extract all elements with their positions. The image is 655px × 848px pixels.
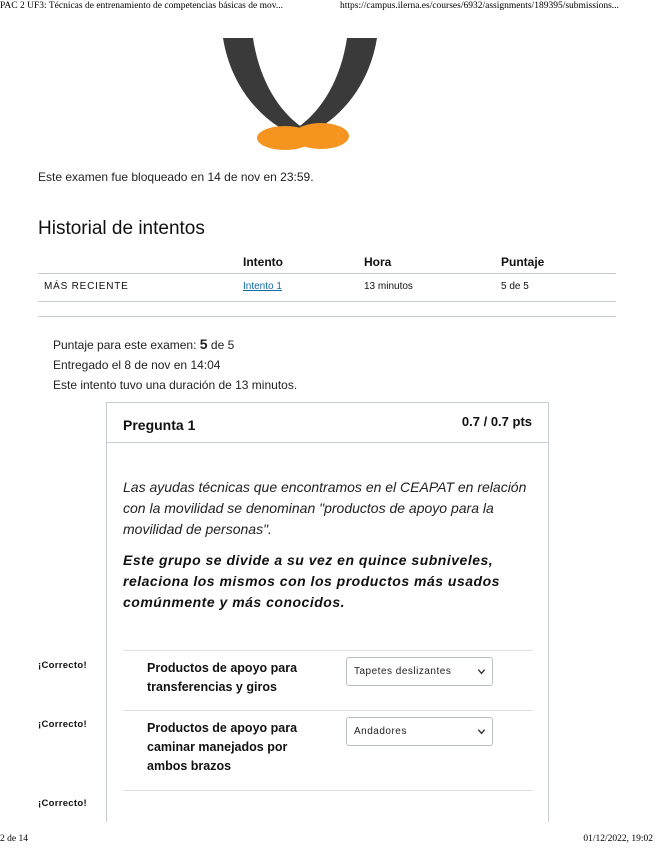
answer-select-value: Andadores <box>354 726 407 737</box>
chevron-down-icon <box>477 727 486 736</box>
answer-select[interactable] <box>346 717 493 746</box>
attempt-time: 13 minutos <box>364 274 501 302</box>
score-value: 5 <box>199 336 208 352</box>
attempt-link[interactable]: Intento 1 <box>243 281 282 292</box>
attempt-summary <box>53 334 297 395</box>
locked-message: Este examen fue bloqueado en 14 de nov en 23:59. <box>38 170 314 184</box>
answer-label: Productos de apoyo para caminar manejados por ambos brazos <box>147 721 298 773</box>
print-header-title: PAC 2 UF3: Técnicas de entrenamiento de competencias básicas de mov... <box>0 1 283 11</box>
history-table <box>38 252 616 302</box>
score-suffix: de 5 <box>207 338 235 352</box>
divider <box>38 316 616 317</box>
print-header <box>0 0 655 14</box>
penguin-mascot-image <box>215 38 385 153</box>
print-footer <box>0 832 655 848</box>
answer-select[interactable] <box>346 657 493 686</box>
duration-line: Este intento tuvo una duración de 13 minutos. <box>53 378 298 392</box>
mascot-left-leg <box>223 38 303 138</box>
table-row <box>38 274 616 302</box>
exam-score-line <box>53 334 297 355</box>
history-header-row <box>38 252 616 274</box>
history-header-attempt: Intento <box>243 252 364 274</box>
print-datetime: 01/12/2022, 19:02 <box>583 834 653 844</box>
history-header-score: Puntaje <box>501 252 616 274</box>
question-points: 0.7 / 0.7 pts <box>461 414 532 429</box>
correct-tag: ¡Correcto! <box>38 719 87 730</box>
question-card <box>106 402 549 822</box>
answer-label: Productos de apoyo para transferencias y giros <box>147 661 298 694</box>
page-number: 2 de 14 <box>0 834 28 844</box>
answer-row <box>123 790 533 823</box>
submitted-line: Entregado el 8 de nov en 14:04 <box>53 358 221 372</box>
history-header-time: Hora <box>364 252 501 274</box>
correct-tag: ¡Correcto! <box>38 660 87 671</box>
attempt-score: 5 de 5 <box>501 274 616 302</box>
history-header-empty <box>38 252 243 274</box>
print-header-url: https://campus.ilerna.es/courses/6932/assignments/189395/submissions... <box>340 1 619 11</box>
question-text-italic: Las ayudas técnicas que encontramos en el CEAPAT en relación con la movilidad se denominan "productos de apoyo para la movilidad de personas". <box>123 479 527 537</box>
answer-row <box>123 650 533 710</box>
correct-tag: ¡Correcto! <box>38 798 87 809</box>
question-header <box>107 403 548 443</box>
answer-row <box>123 710 533 790</box>
mascot-right-leg <box>297 38 377 138</box>
chevron-down-icon <box>477 667 486 676</box>
mascot-right-foot <box>293 123 349 149</box>
answer-select-value: Tapetes deslizantes <box>354 666 452 677</box>
score-prefix: Puntaje para este examen: <box>53 338 200 352</box>
attempt-recency-label: MÁS RECIENTE <box>38 274 243 302</box>
question-title: Pregunta 1 <box>123 417 196 433</box>
question-body <box>123 477 533 613</box>
history-title: Historial de intentos <box>38 218 205 239</box>
question-text-bold: Este grupo se divide a su vez en quince subniveles, relaciona los mismos con los productos más usados comúnmente y más conocidos. <box>123 552 500 610</box>
